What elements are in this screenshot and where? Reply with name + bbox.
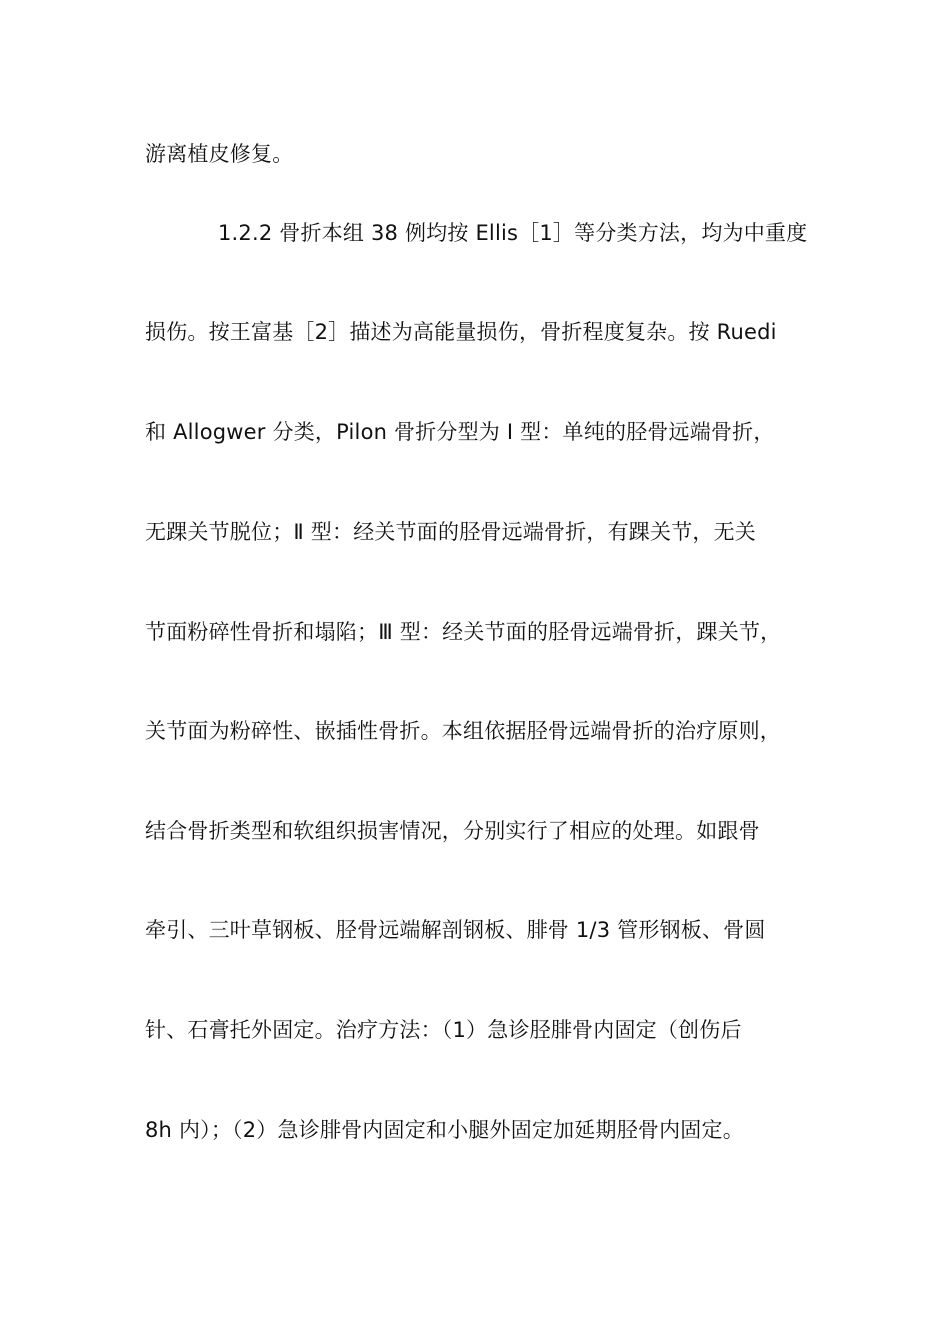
text-line-5: 无踝关节脱位；Ⅱ 型：经关节面的胫骨远端骨折，有踝关节，无关 <box>145 520 757 544</box>
text-line-1: 游离植皮修复。 <box>145 142 294 166</box>
text-line-6: 节面粉碎性骨折和塌陷；Ⅲ 型：经关节面的胫骨远端骨折，踝关节， <box>145 620 782 644</box>
text-line-11: 8h 内）；（2）急诊腓骨内固定和小腿外固定加延期胫骨内固定。 <box>145 1118 744 1142</box>
text-line-2: 1.2.2 骨折本组 38 例均按 Ellis［1］等分类方法，均为中重度 <box>218 221 808 245</box>
text-line-9: 牵引、三叶草钢板、胫骨远端解剖钢板、腓骨 1/3 管形钢板、骨圆 <box>145 918 766 942</box>
text-line-4: 和 Allogwer 分类，Pilon 骨折分型为 Ⅰ 型：单纯的胫骨远端骨折， <box>145 420 775 444</box>
text-line-7: 关节面为粉碎性、嵌插性骨折。本组依据胫骨远端骨折的治疗原则， <box>145 719 781 743</box>
text-line-3: 损伤。按王富基［2］描述为高能量损伤，骨折程度复杂。按 Ruedi <box>145 320 777 344</box>
text-line-8: 结合骨折类型和软组织损害情况，分别实行了相应的处理。如跟骨 <box>145 819 760 843</box>
text-line-10: 针、石膏托外固定。治疗方法：（1）急诊胫腓骨内固定（创伤后 <box>145 1018 742 1042</box>
